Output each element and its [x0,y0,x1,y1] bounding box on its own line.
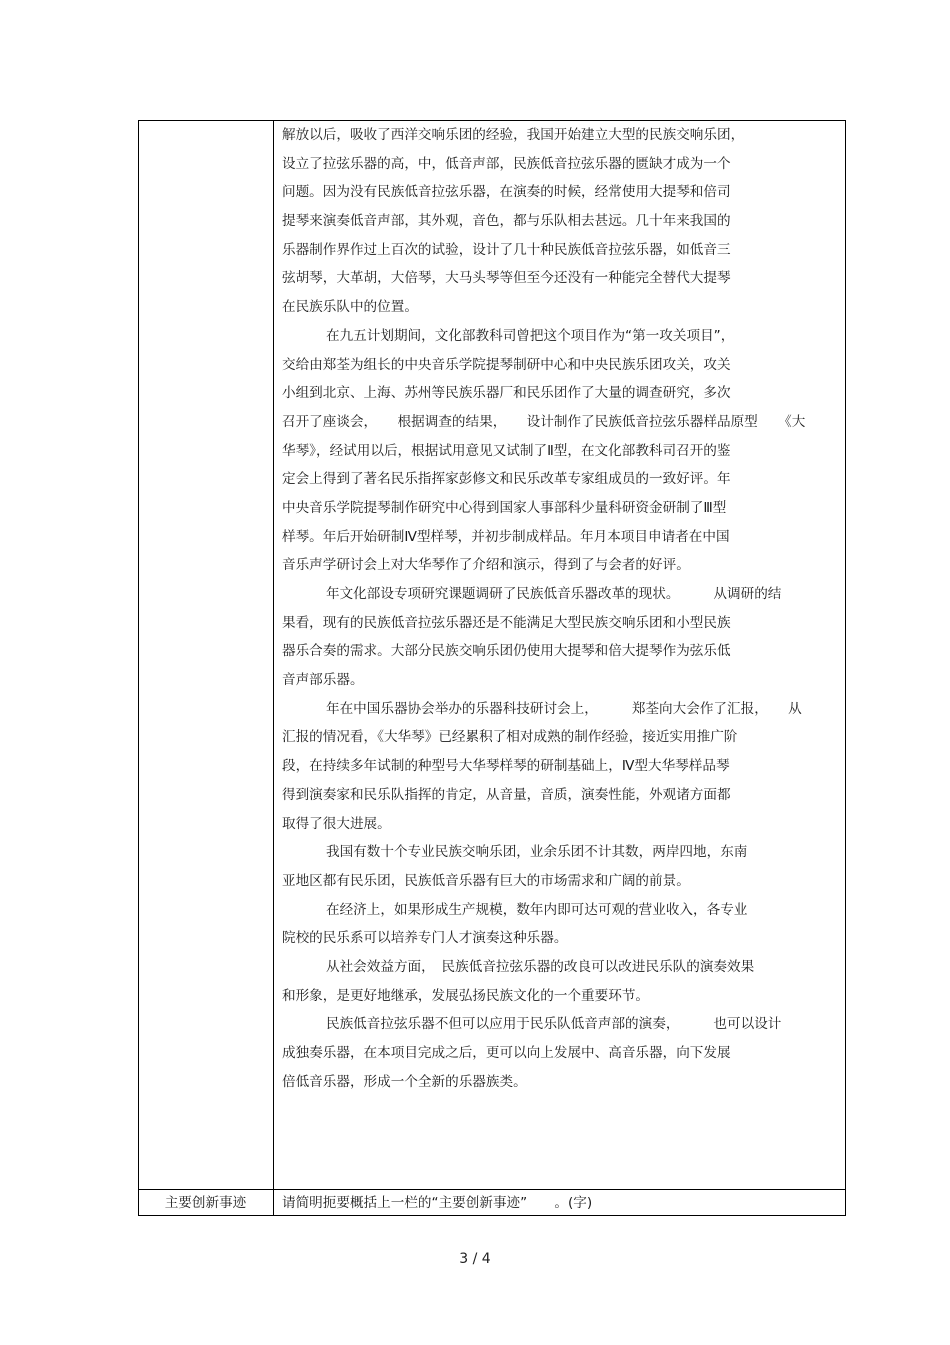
text-line: 提琴来演奏低音声部，其外观，音色，都与乐队相去甚远。几十年来我国的 [282,213,731,230]
text-line: 成独奏乐器，在本项目完成之后，更可以向上发展中、高音乐器，向下发展 [282,1045,731,1061]
text-line: 音声部乐器。 [282,672,364,689]
text-line: 和形象，是更好地继承，发展弘扬民族文化的一个重要环节。 [282,987,650,1004]
text-line: 中央音乐学院提琴制作研究中心得到国家人事部科少量科研资金研制了Ⅲ型 [282,499,727,516]
text-line: 在九五计划期间，文化部教科司曾把这个项目作为“第一攻关项目”， [326,327,735,344]
column-divider [273,120,274,1216]
summary-note: 请简明扼要概括上一栏的“主要创新事迹” 。(字) [282,1195,593,1211]
text-line: 取得了很大进展。 [282,815,391,832]
text-line: 年在中国乐器协会举办的乐器科技研讨会上， 郑荃向大会作了汇报， 从 [326,700,802,717]
summary-label: 主要创新事迹 [164,1195,247,1211]
text-line: 从社会效益方面， 民族低音拉弦乐器的改良可以改进民乐队的演奏效果 [326,958,755,975]
text-line: 我国有数十个专业民族交响乐团，业余乐团不计其数，两岸四地，东南 [326,844,748,861]
text-line: 弦胡琴，大革胡，大倍琴，大马头琴等但至今还没有一种能完全替代大提琴 [282,270,731,287]
page-number: 3 / 4 [459,1251,491,1267]
text-line: 华琴》，经试用以后，根据试用意见又试制了Ⅱ型，在文化部教科司召开的鉴 [282,442,731,459]
text-line: 段，在持续多年试制的种型号大华琴样琴的研制基础上，Ⅳ型大华琴样品琴 [282,758,730,775]
text-line: 样琴。年后开始研制Ⅳ型样琴，并初步制成样品。年月本项目申请者在中国 [282,528,730,545]
text-line: 小组到北京、上海、苏州等民族乐器厂和民乐团作了大量的调查研究，多次 [282,385,731,402]
text-line: 交给由郑荃为组长的中央音乐学院提琴制研中心和中央民族乐团攻关，攻关 [282,356,731,373]
text-line: 乐器制作界作过上百次的试验，设计了几十种民族低音拉弦乐器，如低音三 [282,241,731,258]
text-line: 设立了拉弦乐器的高，中，低音声部，民族低音拉弦乐器的匮缺才成为一个 [282,155,731,172]
text-line: 汇报的情况看，《大华琴》已经累积了相对成熟的制作经验，接近实用推广阶 [282,729,738,746]
text-line: 在民族乐队中的位置。 [282,299,418,316]
body-paragraphs [282,121,842,1096]
text-line: 年文化部设专项研究课题调研了民族低音乐器改革的现状。 从调研的结 [326,586,782,602]
text-line: 在经济上，如果形成生产规模，数年内即可达可观的营业收入，各专业 [326,901,748,918]
text-line: 召开了座谈会， 根据调查的结果， 设计制作了民族低音拉弦乐器样品原型 《大 [282,413,806,430]
text-line: 定会上得到了著名民乐指挥家彭修文和民乐改革专家组成员的一致好评。年 [282,471,731,488]
text-line: 院校的民乐系可以培养专门人才演奏这种乐器。 [282,930,568,947]
text-line: 得到演奏家和民乐队指挥的肯定，从音量，音质，演奏性能，外观诸方面都 [282,786,731,803]
text-line: 民族低音拉弦乐器不但可以应用于民乐队低音声部的演奏， 也可以设计 [326,1016,782,1033]
text-line: 果看，现有的民族低音拉弦乐器还是不能满足大型民族交响乐团和小型民族 [282,614,731,631]
body-text [282,121,842,1096]
text-line: 问题。因为没有民族低音拉弦乐器，在演奏的时候，经常使用大提琴和倍司 [282,184,731,201]
text-line: 器乐合奏的需求。大部分民族交响乐团仍使用大提琴和倍大提琴作为弦乐低 [282,643,731,660]
text-line: 音乐声学研讨会上对大华琴作了介绍和演示，得到了与会者的好评。 [282,557,690,574]
text-line: 倍低音乐器，形成一个全新的乐器族类。 [282,1073,527,1090]
text-line: 亚地区都有民乐团，民族低音乐器有巨大的市场需求和广阔的前景。 [282,872,690,889]
text-line: 解放以后，吸收了西洋交响乐团的经验，我国开始建立大型的民族交响乐团， [282,127,745,143]
